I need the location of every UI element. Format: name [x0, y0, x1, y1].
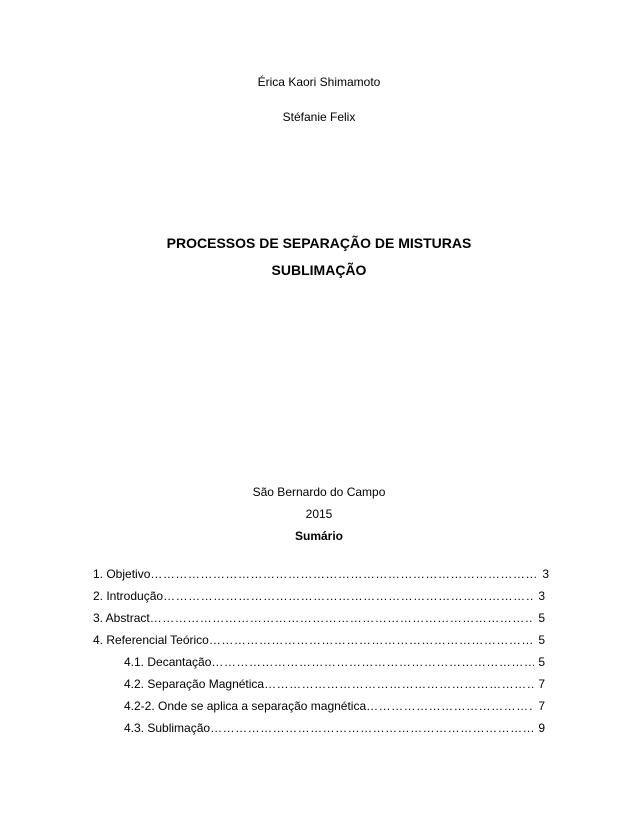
toc-page-number: 5	[538, 655, 545, 669]
toc-label: 4. Referencial Teórico	[93, 633, 209, 647]
toc-label: 4.3. Sublimação	[124, 721, 211, 735]
toc-entry[interactable]	[93, 567, 549, 581]
location-text: São Bernardo do Campo	[252, 485, 386, 499]
toc-leader	[209, 633, 534, 647]
toc-entry[interactable]	[93, 611, 545, 625]
toc-page-number: 7	[538, 699, 545, 713]
toc-page-number: 5	[538, 633, 545, 647]
toc-label: 1. Objetivo	[93, 567, 151, 581]
toc-page-number: 3	[542, 567, 549, 581]
document-title: PROCESSOS DE SEPARAÇÃO DE MISTURAS	[166, 235, 472, 251]
toc-entry[interactable]	[124, 655, 545, 669]
author-name-1: Érica Kaori Shimamoto	[257, 75, 381, 89]
toc-entry[interactable]	[124, 699, 545, 713]
toc-page-number: 7	[538, 677, 545, 691]
toc-leader	[211, 655, 534, 669]
toc-leader	[210, 721, 534, 735]
toc-page-number: 9	[538, 721, 545, 735]
toc-page-number: 5	[538, 611, 545, 625]
toc-leader	[150, 567, 538, 581]
toc-leader	[366, 699, 534, 713]
toc-label: 3. Abstract	[93, 611, 150, 625]
toc-entry[interactable]	[93, 633, 545, 647]
toc-label: 4.2-2. Onde se aplica a separação magnética	[124, 699, 367, 713]
summary-heading: Sumário	[294, 529, 343, 543]
toc-label: 4.1. Decantação	[124, 655, 212, 669]
toc-leader	[264, 677, 534, 691]
toc-entry[interactable]	[124, 721, 545, 735]
toc-label: 2. Introdução	[93, 589, 164, 603]
toc-leader	[150, 611, 535, 625]
year-text: 2015	[305, 507, 333, 521]
toc-label: 4.2. Separação Magnética	[124, 677, 265, 691]
author-name-2: Stéfanie Felix	[282, 110, 356, 124]
toc-page-number: 3	[538, 589, 545, 603]
document-subtitle: SUBLIMAÇÃO	[271, 262, 367, 278]
toc-entry[interactable]	[124, 677, 545, 691]
toc-leader	[163, 589, 534, 603]
toc-entry[interactable]	[93, 589, 545, 603]
